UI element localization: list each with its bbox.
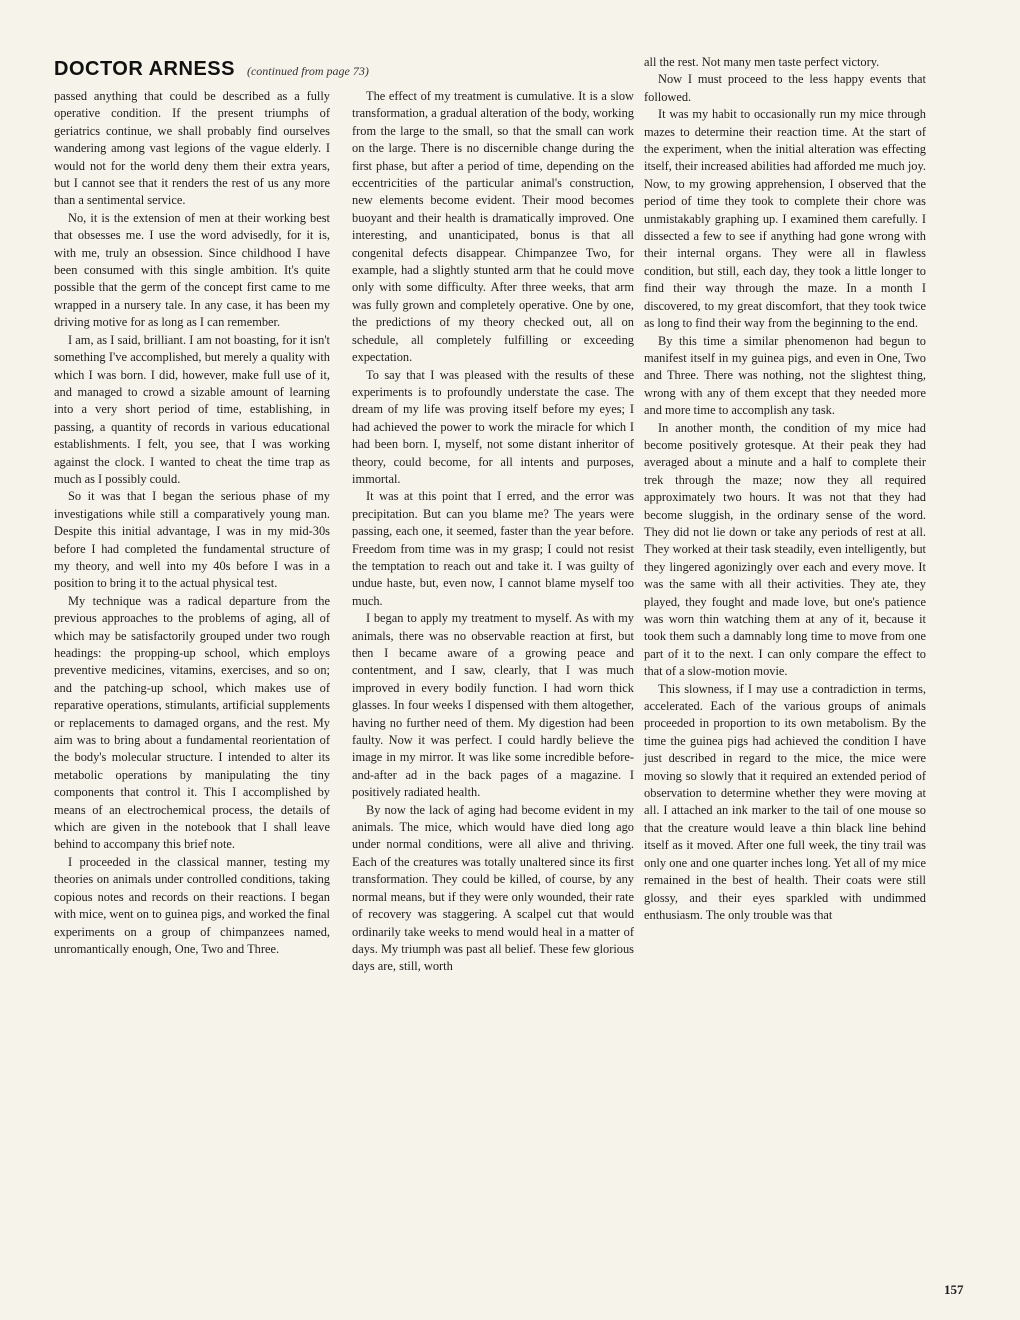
text-column-2 bbox=[352, 88, 634, 1298]
text-column-1 bbox=[54, 88, 330, 1298]
paragraph: So it was that I began the serious phase of my investigations while still a comparatively young man. Despite this initial advantage, I was in my mid-30s before I had completed the fundamental structure of my theory, and well into my 40s before I was in a position to bring it to the actual physical test. bbox=[54, 489, 330, 591]
text-column-3 bbox=[644, 54, 926, 1294]
paragraph: It was at this point that I erred, and the error was precipitation. But can you blame me? The years were passing, each one, it seemed, faster than the year before. Freedom from time was in my grasp; I could not resist the temptation to reach out and take it. I was guilty of undue haste, but, even now, I cannot blame myself too much. bbox=[352, 489, 634, 608]
paragraph: In another month, the condition of my mice had become positively grotesque. At their peak they had averaged about a minute and a half to complete their trek through the maze; now they all required approximately two hours. It was not that they had become sluggish, in the ordinary sense of the word. They did not lie down or take any periods of rest at all. They worked at their task steadily, even intelligently, but they lingered agonizingly over each and every move. It was the same with all their activities. They ate, they played, they fought and made love, but one's patience was worn thin watching them at any of it, because it took them such a damnably long time to move from one part of it to the next. I can only compare the effect to that of a slow-motion movie. bbox=[644, 420, 926, 679]
paragraph: Now I must proceed to the less happy events that followed. bbox=[644, 72, 926, 104]
paragraph: It was my habit to occasionally run my mice through mazes to determine their reaction time. At the start of the experiment, when the initial alteration was effecting itself, their increased abilities had afforded me much joy. Now, to my growing apprehension, I observed that the period of time they took to complete their chore was unmistakably graphing up. I examined them carefully. I dissected a few to see if anything had gone wrong with their internal organs. They were all in flawless condition, but still, each day, they took a little longer to find their way through the maze. In a month I discovered, to my great discomfort, that they took twice as long to find their way from the beginning to the end. bbox=[644, 107, 926, 331]
article-title: DOCTOR ARNESS bbox=[54, 58, 235, 80]
article-header bbox=[54, 58, 369, 84]
paragraph: all the rest. Not many men taste perfect victory. bbox=[644, 55, 880, 69]
paragraph: By now the lack of aging had become evident in my animals. The mice, which would have died long ago under normal conditions, were all alive and thriving. Each of the creatures was totally unaltered since its first transformation. They could be killed, of course, by any normal means, but if they were only wounded, their rate of recovery was staggering. A scalpel cut that would ordinarily take weeks to mend would heal in a matter of days. My triumph was past all belief. These few glorious days are, still, worth bbox=[352, 802, 634, 974]
paragraph: No, it is the extension of men at their working best that obsesses me. I use the word advisedly, for it is, with me, truly an obsession. Since childhood I have been consumed with this single ambition. It's quite possible that the germ of the concept first came to me wrapped in a nursery tale. In any case, it has been my driving motive for as long as I can remember. bbox=[54, 210, 330, 330]
page-number: 157 bbox=[944, 1282, 964, 1297]
paragraph: passed anything that could be described as a fully operative condition. If the present triumphs of geriatrics continue, we shall probably find ourselves wandering among vast legions of the vague elderly. I would not for the world deny them their extra years, but I cannot see that it renders the rest of us any more than a sentimental service. bbox=[54, 89, 330, 208]
paragraph: To say that I was pleased with the results of these experiments is to profoundly understate the case. The dream of my life was proving itself before my eyes; I had achieved the power to work the miracle for which I had been born. I, myself, not some distant inheritor of theory, could become, for all intents and purposes, immortal. bbox=[352, 367, 634, 486]
paragraph: I began to apply my treatment to myself. As with my animals, there was no observable reaction at first, but then I became aware of a growing peace and contentment, and I saw, clearly, that I was much improved in every bodily function. I had worn thick glasses. In four weeks I dispensed with them altogether, having no further need of them. My digestion had been faulty. Now it was perfect. I could hardly believe the image in my mirror. It was like some incredible before-and-after ad in the back pages of a magazine. I positively radiated health. bbox=[352, 611, 634, 800]
paragraph: This slowness, if I may use a contradiction in terms, accelerated. Each of the various groups of animals proceeded in proportion to its own metabolism. By the time the guinea pigs had achieved the condition I have just described in regard to the mice, the mice were moving so slowly that it required an extended period of observation to determine whether they were moving at all. I attached an ink marker to the tail of one mouse so that the creature would leave a thin black line behind itself as it moved. After one full week, the tiny trail was only one and one quarter inches long. Yet all of my mice remained in the best of health. Their coats were still glossy, and their eyes sparkled with undimmed enthusiasm. The only trouble was that bbox=[644, 681, 926, 922]
paragraph: My technique was a radical departure from the previous approaches to the problems of aging, all of which may be satisfactorily grouped under two rough headings: the propping-up school, which employs preventive medicines, vitamins, exercises, and so on; and the patching-up school, which makes use of reparative operations, stimulants, artificial supplements or replacements to damaged organs, and the rest. My aim was to bring about a fundamental reorientation of the body's molecular structure. I intended to alter its metabolic operations by manipulating the tiny components that control it. This I accomplished by means of an electrochemical process, the details of which are given in the notebook that I shall leave behind to accompany this brief note. bbox=[54, 593, 330, 852]
paragraph: I proceeded in the classical manner, testing my theories on animals under controlled conditions, taking copious notes and records on their reactions. I began with mice, went on to guinea pigs, and worked the final experiments on a group of chimpanzees named, unromantically enough, One, Two and Three. bbox=[54, 854, 330, 956]
paragraph: The effect of my treatment is cumulative. It is a slow transformation, a gradual alteration of the body, working from the large to the small, so that the small can work on the large. There is no discernible change during the first phase, but after a period of time, depending on the eccentricities of the particular animal's construction, new elements become evident. Their mood becomes buoyant and their health is dramatically improved. One interesting, and unanticipated, bonus is that all congenital defects disappear. Chimpanzee Two, for example, had a slightly stunted arm that he could move only with some difficulty. After three weeks, that arm was fully grown and completely operative. One by one, the predictions of my theory checked out, all on schedule, all completely fulfilling or exceeding expectation. bbox=[352, 89, 634, 365]
continued-note: (continued from page 73) bbox=[246, 64, 369, 78]
paragraph: By this time a similar phenomenon had begun to manifest itself in my guinea pigs, and even in One, Two and Three. There was nothing, not the slightest thing, wrong with any of them except that they needed more and more time to accomplish any task. bbox=[644, 333, 926, 418]
paragraph: I am, as I said, brilliant. I am not boasting, for it isn't something I've accomplished, but merely a quality with which I was born. I did, however, make full use of it, and managed to crowd a sizable amount of learning into a very short period of time, establishing, in passing, a quantity of records in various educational establishments. I felt, you see, that I was working against the clock. I wanted to cheat the time trap as much as I possibly could. bbox=[54, 332, 330, 486]
